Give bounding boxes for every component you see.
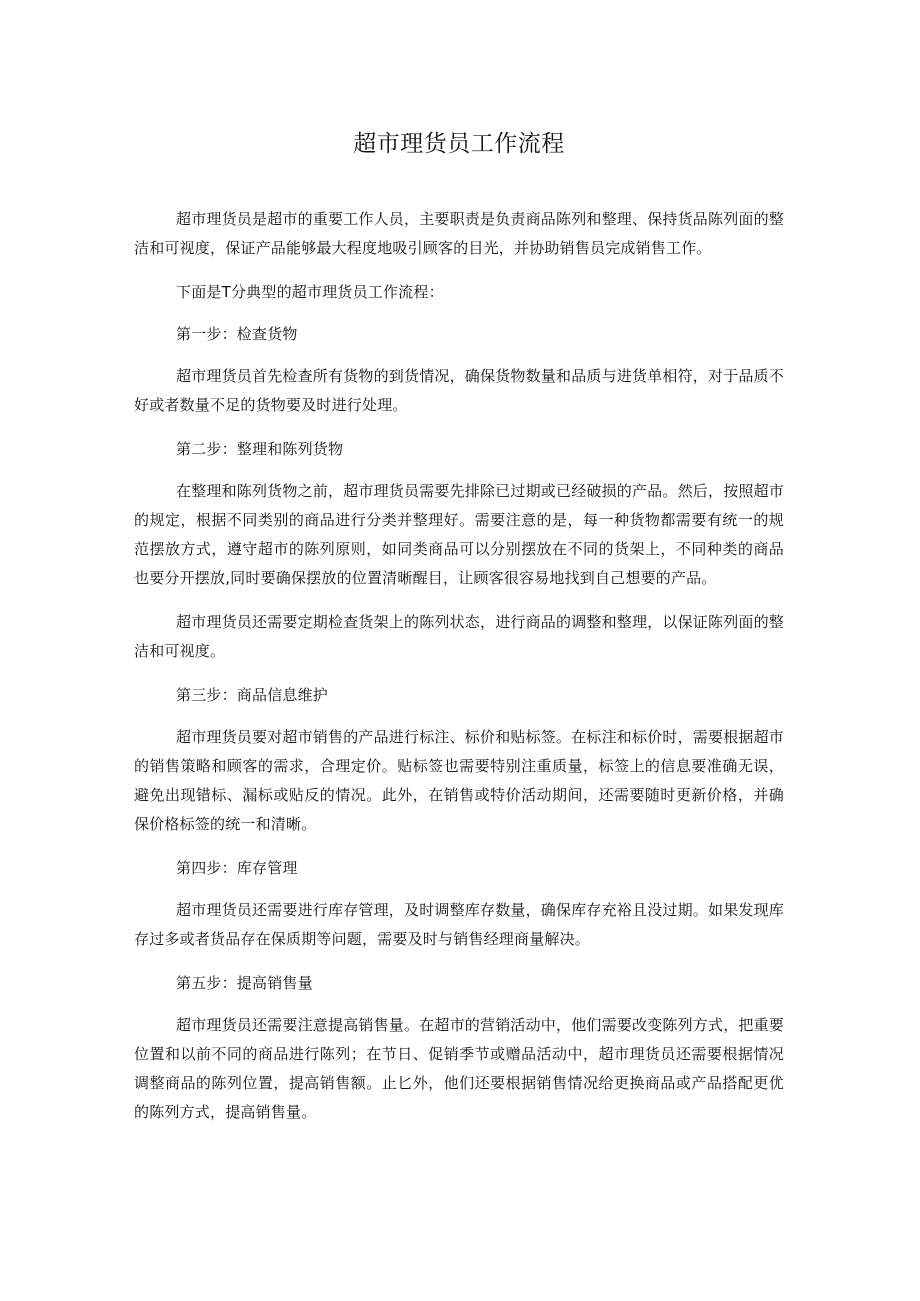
document-body	[134, 128, 784, 1142]
step-2-body: 在整理和陈列货物之前，超市理货员需要先排除已过期或已经破损的产品。然后，按照超市的规定，根据不同类别的商品进行分类并整理好。需要注意的是，每一种货物都需要有统一的规范摆放方式，遵守超市的陈列原则，如同类商品可以分别摆放在不同的货架上，不同种类的商品也要分开摆放,同时要确保摆放的位置清晰醒目，让顾客很容易地找到自己想要的产品。	[134, 482, 785, 587]
step-5-body: 超市理货员还需要注意提高销售量。在超市的营销活动中，他们需要改变陈列方式，把重要位置和以前不同的商品进行陈列；在节日、促销季节或赠品活动中，超市理货员还需要根据情况调整商品的陈列位置，提高销售额。止匕外，他们还要根据销售情况给更换商品或产品搭配更优的陈列方式，提高销售量。	[134, 1016, 785, 1121]
step-2-body-extra: 超市理货员还需要定期检查货架上的陈列状态，进行商品的调整和整理，以保证陈列面的整洁和可视度。	[134, 613, 785, 660]
step-2-heading: 第二步：整理和陈列货物	[176, 440, 344, 458]
process-intro: 下面是T分典型的超市理货员工作流程：	[176, 283, 444, 301]
step-3-body: 超市理货员要对超市销售的产品进行标注、标价和贴标签。在标注和标价时，需要根据超市的销售策略和顾客的需求，合理定价。贴标签也需要特别注重质量，标签上的信息要准确无误，避免出现错标、漏标或贴反的情况。此外，在销售或特价活动期间，还需要随时更新价格，并确保价格标签的统一和清晰。	[134, 728, 785, 833]
step-1-heading: 第一步：检查货物	[176, 325, 298, 343]
step-3-heading: 第三步：商品信息维护	[176, 686, 329, 704]
document-title: 超市理货员工作流程	[353, 131, 565, 157]
step-1-body: 超市理货员首先检查所有货物的到货情况，确保货物数量和品质与进货单相符，对于品质不好或者数量不足的货物要及时进行处理。	[134, 367, 785, 414]
step-4-body: 超市理货员还需要进行库存管理，及时调整库存数量，确保库存充裕且没过期。如果发现库存过多或者货品存在保质期等问题，需要及时与销售经理商量解决。	[134, 901, 785, 948]
step-4-heading: 第四步：库存管理	[176, 859, 298, 877]
intro-paragraph: 超市理货员是超市的重要工作人员，主要职责是负责商品陈列和整理、保持货品陈列面的整洁和可视度，保证产品能够最大程度地吸引顾客的目光，并协助销售员完成销售工作。	[134, 210, 785, 257]
step-5-heading: 第五步：提高销售量	[176, 974, 313, 992]
